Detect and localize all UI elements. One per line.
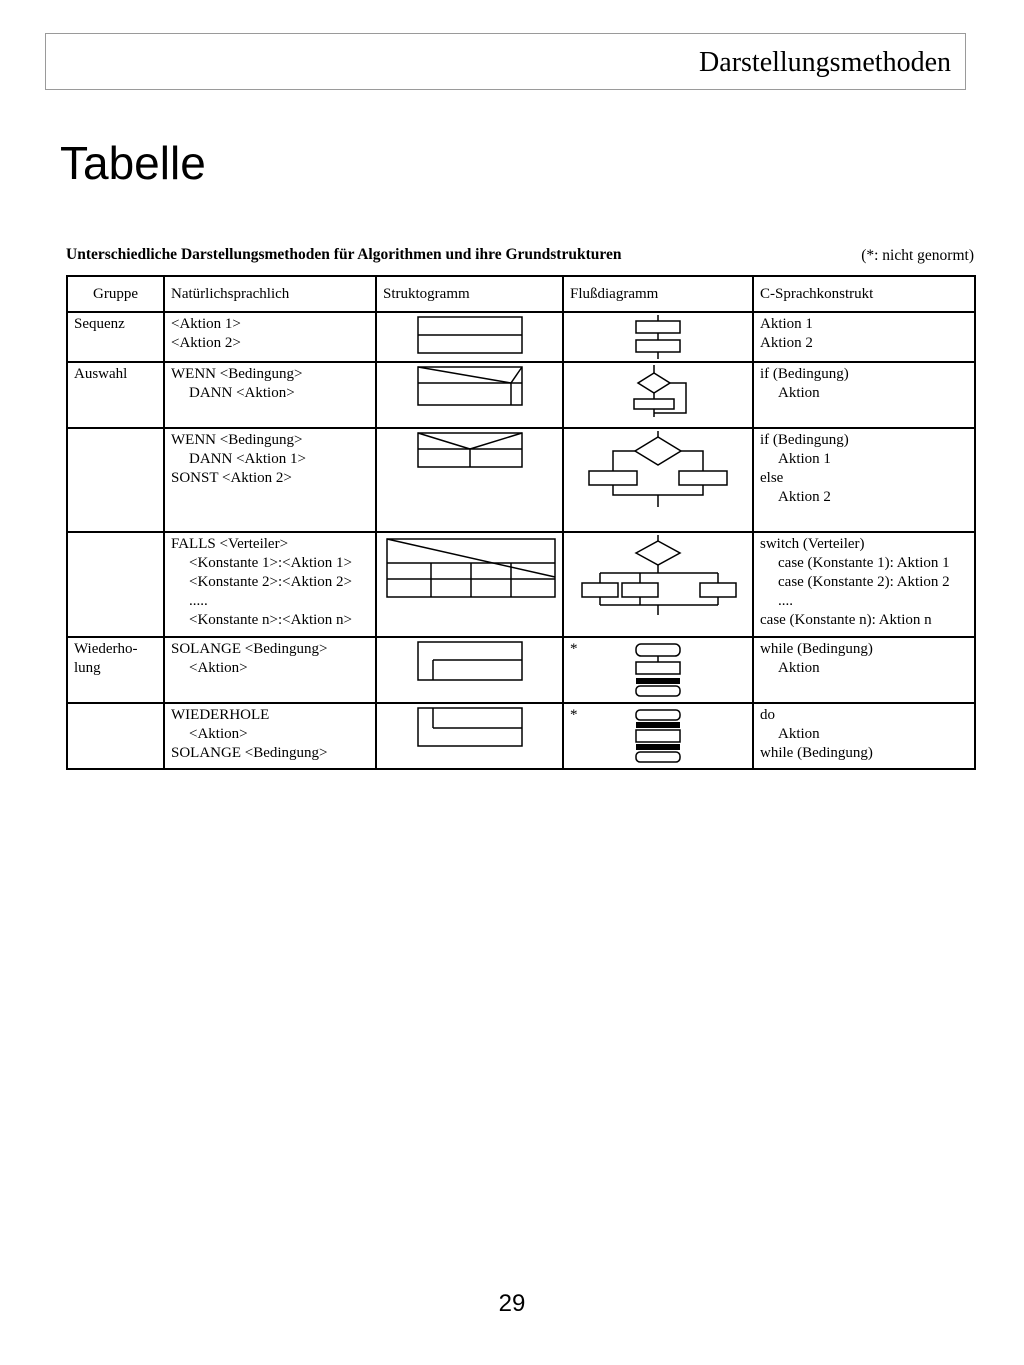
nonstandard-mark: * (570, 707, 578, 723)
struktogramm-do-while (376, 703, 563, 769)
group-line: lung (74, 660, 101, 676)
flowchart-if-else (563, 428, 753, 532)
natural-cell (164, 637, 376, 703)
column-header: Natürlichsprachlich (164, 276, 376, 312)
c-line: while (Bedingung) (760, 745, 873, 761)
group-cell: Auswahl (67, 362, 164, 428)
nonstandard-mark: * (570, 641, 578, 657)
c-line: Aktion 2 (778, 489, 831, 505)
c-cell (753, 637, 975, 703)
c-line: while (Bedingung) (760, 641, 873, 657)
column-header: C-Sprachkonstrukt (753, 276, 975, 312)
c-line: do (760, 707, 775, 723)
natural-line: SOLANGE <Bedingung> (171, 641, 328, 657)
page-number: 29 (498, 1290, 526, 1317)
group-cell (67, 637, 164, 703)
c-line: switch (Verteiler) (760, 536, 865, 552)
header-title: Darstellungsmethoden (699, 47, 951, 78)
column-header: Struktogramm (376, 276, 563, 312)
natural-line: WENN <Bedingung> (171, 366, 303, 382)
natural-cell (164, 362, 376, 428)
column-header: Gruppe (67, 276, 164, 312)
struktogramm-if-else (376, 428, 563, 532)
table-caption (66, 246, 974, 264)
c-line: Aktion (778, 385, 820, 401)
group-line: Wiederho- (74, 641, 138, 657)
c-cell (753, 428, 975, 532)
struktogramm-switch (376, 532, 563, 637)
natural-line: SONST <Aktion 2> (171, 470, 292, 486)
c-line: .... (778, 593, 793, 609)
c-cell (753, 312, 975, 362)
natural-cell (164, 703, 376, 769)
c-cell (753, 532, 975, 637)
natural-line: SOLANGE <Bedingung> (171, 745, 328, 761)
c-line: case (Konstante n): Aktion n (760, 612, 932, 628)
c-line: Aktion 1 (760, 316, 813, 332)
c-line: Aktion (778, 726, 820, 742)
natural-line: DANN <Aktion 1> (189, 451, 306, 467)
c-line: else (760, 470, 784, 486)
c-line: case (Konstante 1): Aktion 1 (778, 555, 950, 571)
natural-line: <Konstante 1>:<Aktion 1> (189, 555, 352, 571)
natural-line: <Konstante 2>:<Aktion 2> (189, 574, 352, 590)
table-row (67, 428, 975, 532)
struktogramm-if (376, 362, 563, 428)
table-header-row (67, 276, 975, 312)
natural-line: <Aktion> (189, 660, 248, 676)
natural-line: WENN <Bedingung> (171, 432, 303, 448)
natural-line: <Aktion> (189, 726, 248, 742)
flowchart-if (563, 362, 753, 428)
column-header: Flußdiagramm (563, 276, 753, 312)
natural-cell (164, 532, 376, 637)
header-box (45, 33, 966, 90)
c-cell (753, 703, 975, 769)
c-cell (753, 362, 975, 428)
group-cell: Sequenz (67, 312, 164, 362)
table-row (67, 637, 975, 703)
c-line: Aktion (778, 660, 820, 676)
slide-title: Tabelle (60, 137, 206, 189)
struktogramm-while (376, 637, 563, 703)
flowchart-switch (563, 532, 753, 637)
c-line: if (Bedingung) (760, 432, 849, 448)
c-line: Aktion 2 (760, 335, 813, 351)
flowchart-do-while (563, 703, 753, 769)
natural-cell (164, 312, 376, 362)
natural-cell (164, 428, 376, 532)
c-line: case (Konstante 2): Aktion 2 (778, 574, 950, 590)
c-line: if (Bedingung) (760, 366, 849, 382)
group-cell (67, 532, 164, 637)
group-cell (67, 428, 164, 532)
caption-text: Unterschiedliche Darstellungsmethoden für Algorithmen und ihre Grundstrukturen (66, 246, 622, 263)
struktogramm-sequence (376, 312, 563, 362)
caption-note: (*: nicht genormt) (861, 247, 974, 264)
table-row (67, 312, 975, 362)
methods-table (66, 275, 976, 770)
table-row (67, 532, 975, 637)
group-cell (67, 703, 164, 769)
natural-line: DANN <Aktion> (189, 385, 295, 401)
natural-line: FALLS <Verteiler> (171, 536, 289, 552)
natural-line: <Konstante n>:<Aktion n> (189, 612, 352, 628)
natural-line: WIEDERHOLE (171, 707, 270, 723)
c-line: Aktion 1 (778, 451, 831, 467)
table-row (67, 362, 975, 428)
table-row (67, 703, 975, 769)
natural-line: ..... (189, 593, 208, 609)
natural-line: <Aktion 1> (171, 316, 241, 332)
natural-line: <Aktion 2> (171, 335, 241, 351)
flowchart-while (563, 637, 753, 703)
flowchart-sequence (563, 312, 753, 362)
